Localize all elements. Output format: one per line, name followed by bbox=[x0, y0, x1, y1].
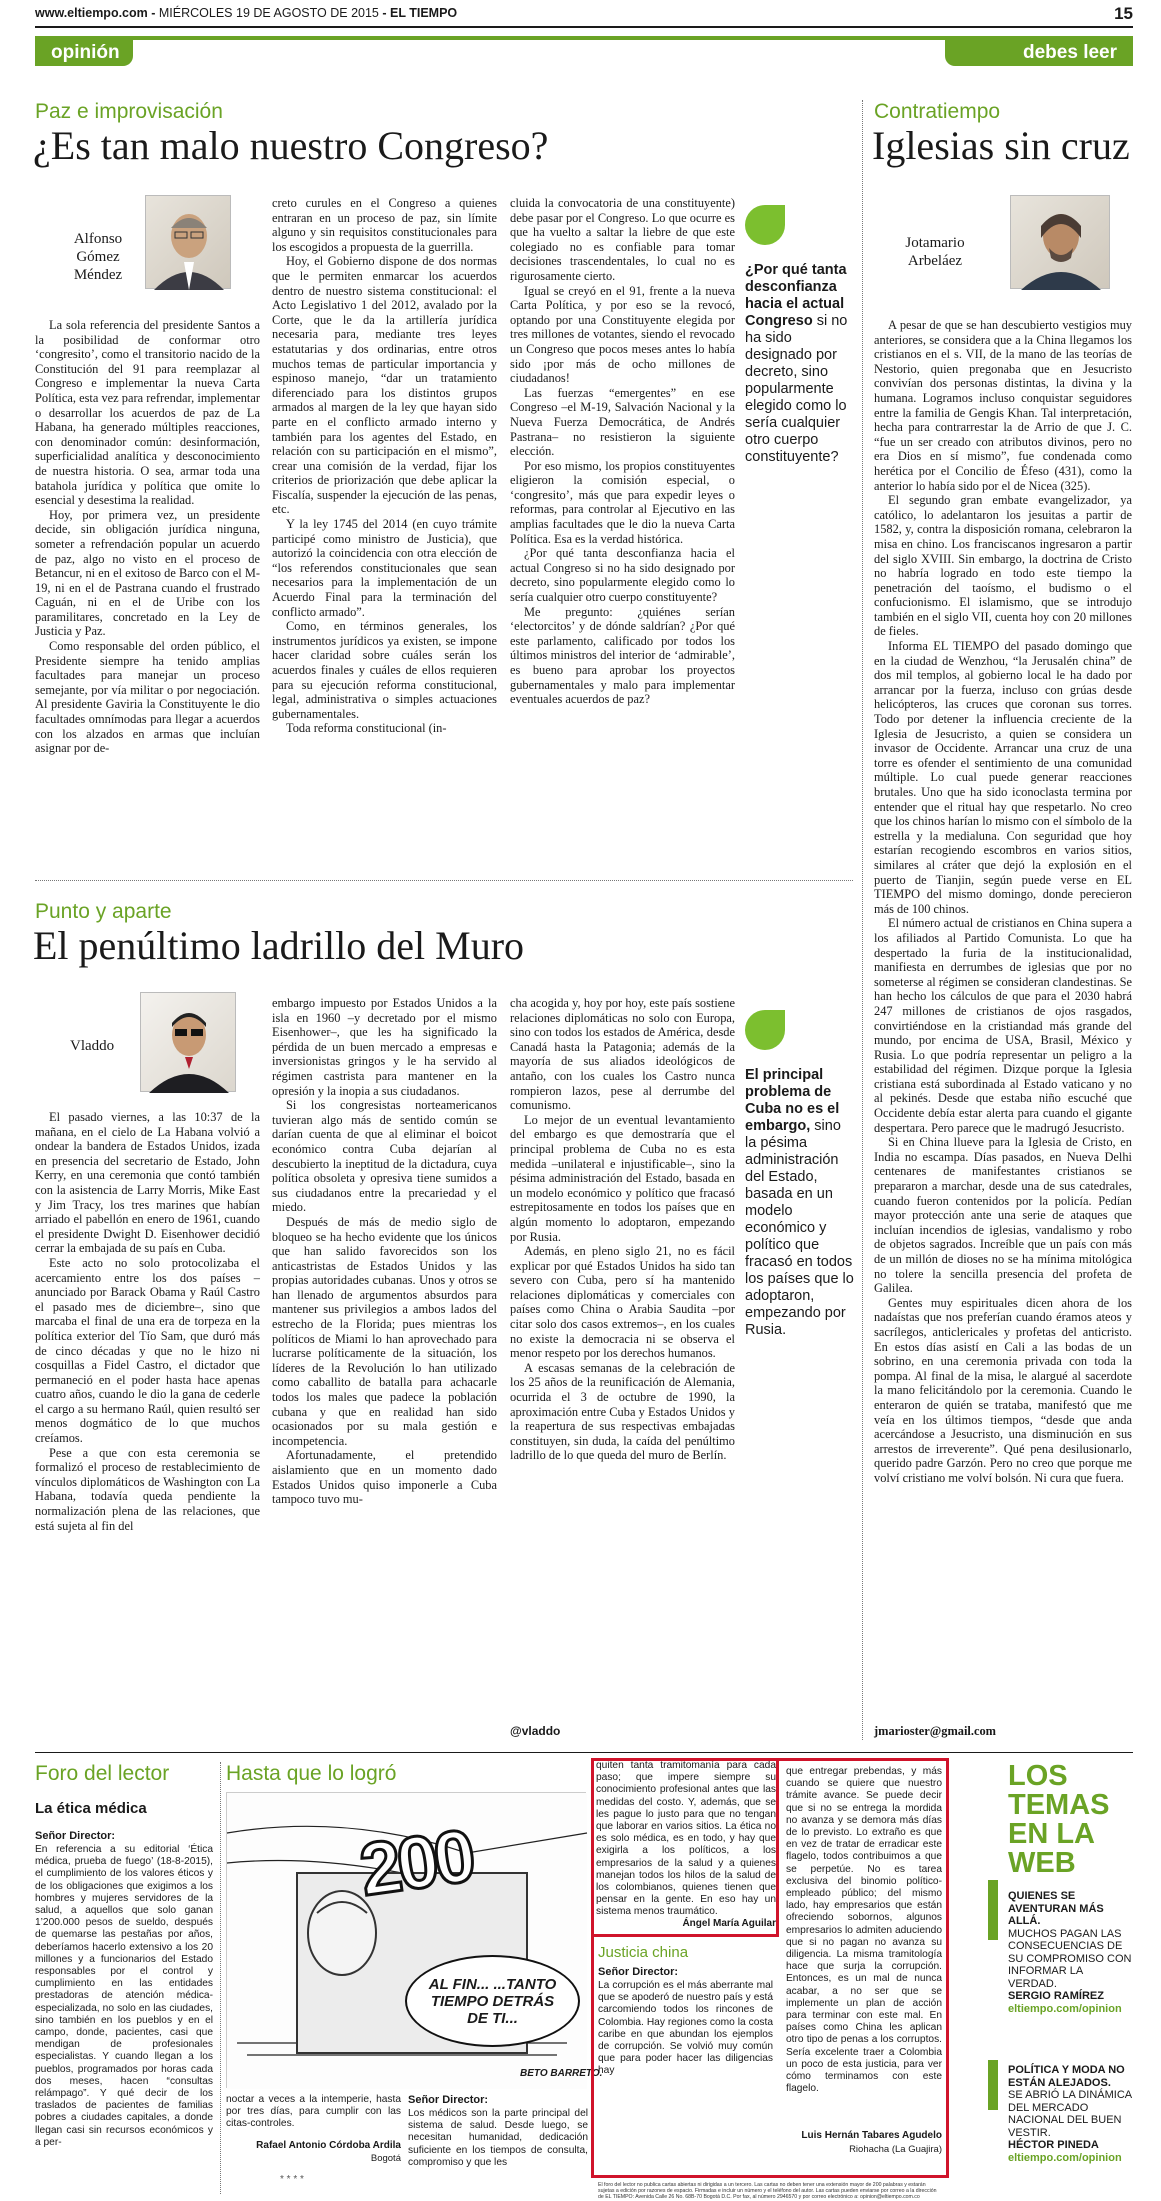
site-url[interactable]: www.eltiempo.com bbox=[35, 6, 148, 20]
article2-kicker: Contratiempo bbox=[874, 100, 1001, 123]
foro-heading: Foro del lector bbox=[35, 1762, 170, 1785]
letter1-body: En referencia a su editorial ‘Ética médica, prueba de fuego’ (18-8-2015), el cumplimiento de los valores éticos y de los obligaciones que exigimos a los hombres y mujeres servidores de la salud, a aquellos que solo ganan 1’200.000 pesos de sueldo, después de quemarse las pestañas por años, deberíamos hacerlo extensivo a los 20 millones y a funcionarios del Estado responsables por el control y cumplimiento en las entidades prestadoras de atención médica-especializada, no solo en las ciudades, sino también en los pueblos y en el campo, donde, pacientes, casi que mendigan de profesionales especialistas. Y cuando llegan a los pueblos, programados por horas cada dos meses, hacen “consultas relámpago”. Y qué decir de los traslados de pacientes de familias pobres a ciudades capitales, a donde llegan casi sin recursos económicos y a per- bbox=[35, 1844, 213, 2148]
header-rule bbox=[35, 26, 1133, 28]
letter3-continued: que entregar prebendas, y más cuando se quiere que nuestro trámite avance. Se puede decir que si no se entrega la mordida no avanza y se demora más días de lo previsto. Lo extraño es que en vez de tratar de erradicar este flagelo, todos contribuimos a que se perpetúe. No es tarea exclusiva del binomio político-empleado público; del mismo lado, hay empresarios que están ofreciendo sobornos, algunos empresarios lo admiten aduciendo que si no pagan no avanza su diligencia. La misma tramitología hace que surja la corrupción. Entonces, es un mal de nunca acabar, a no ser que se implemente un plan de acción para terminar con este mal. En países como China les aplican otro tipo de penas a los corruptos. Sería excelente traer a Colombia un poco de esta justicia, para ver cómo terminamos con este flagelo. bbox=[786, 1766, 942, 2095]
letter2-signer: Ángel María Aguilar bbox=[682, 1918, 776, 1929]
separator-stars: * * * * bbox=[280, 2174, 304, 2185]
article3-title: El penúltimo ladrillo del Muro bbox=[33, 923, 525, 968]
divider bbox=[862, 100, 863, 1740]
divider bbox=[220, 1762, 221, 2194]
letter3-city: Riohacha (La Guajira) bbox=[849, 2144, 942, 2155]
letter3-signer: Luis Hernán Tabares Agudelo bbox=[801, 2130, 942, 2141]
page-number: 15 bbox=[1114, 4, 1133, 23]
divider bbox=[35, 880, 853, 881]
letter3-title: Justicia china bbox=[598, 1944, 689, 1961]
article1-kicker: Paz e improvisación bbox=[35, 100, 223, 123]
web-accent-bar bbox=[988, 1880, 998, 1940]
cartoon-title: Hasta que lo logró bbox=[226, 1762, 397, 1785]
quote-icon bbox=[745, 1010, 785, 1050]
article1-title: ¿Es tan malo nuestro Congreso? bbox=[33, 123, 549, 168]
issue-date: MIÉRCOLES 19 DE AGOSTO DE 2015 bbox=[158, 6, 379, 20]
highlight-box-divider bbox=[776, 1758, 779, 1937]
web-item-2[interactable]: POLÍTICA Y MODA NO ESTÁN ALEJADOS. SE ABRIÓ LA DINÁMICA DEL MERCADO NACIONAL DEL BUEN VESTIR. HÉCTOR PINEDA eltiempo.com/opinion bbox=[1008, 2064, 1132, 2164]
article2-author: Jotamario Arbeláez bbox=[905, 235, 965, 269]
article1-pullquote: ¿Por qué tanta desconfianza hacia el actual Congreso si no ha sido designado por decreto, sino popularmente elegido como lo sería cualquier otro cuerpo constituyente? bbox=[745, 262, 848, 465]
letter1-title: La ética médica bbox=[35, 1800, 147, 1817]
cartoon-artist: BETO BARRETO. bbox=[520, 2068, 603, 2079]
article1-author: Alfonso Gómez Méndez bbox=[73, 231, 123, 283]
article1-col3: cluida la convocatoria de una constituyente) debe pasar por el Congreso. Lo que ocurre es que ha vuelto a saltar la liebre de que este colegiado no es confiable para tomar decisiones trascendentales, lo cual no es rigurosamente cierto. Igual se creyó en el 91, frente a la nueva Carta Política, y por eso se la revocó, optando por una Constituyente elegida por tres millones de votantes, siendo el revocado un Congreso que pocos meses antes lo había sido ¡por más de ocho millones de ciudadanos! Las fuerzas “emergentes” en ese Congreso –el M-19, Salvación Nacional y la Nueva Fuerza Democrática, de Andrés Pastrana– no resistieron la siguiente elección. Por eso mismo, los propios constituyentes eligieron la comisión especial, o ‘congresito’, más que para expedir leyes o reformas, para controlar al Ejecutivo en las amplias facultades que le dio la nueva Carta Política. Esa es la verdad histórica. ¿Por qué tanta desconfianza hacia el actual Congreso si no ha sido designado por decreto, sino popularmente elegido como lo sería cualquier otro cuerpo constituyente? Me pregunto: ¿quiénes serían ‘electorcitos’ y de dónde saldrían? ¿Por qué este parlamento, calificado por todos los últimos ministros del interior de ‘admirable’, es bueno para aprobar los proyectos gubernamentales y malo para implementar eventuales acuerdos de paz? bbox=[510, 196, 735, 707]
article3-kicker: Punto y aparte bbox=[35, 900, 172, 923]
highlight-box-divider bbox=[591, 1934, 778, 1937]
letter3-salutation: Señor Director: bbox=[598, 1966, 679, 1978]
web-item-link[interactable]: eltiempo.com/opinion bbox=[1008, 2151, 1122, 2164]
web-accent-bar bbox=[988, 2060, 998, 2110]
cartoon-speech-bubble: AL FIN... ...TANTO TIEMPO DETRÁS DE TI... bbox=[405, 1955, 580, 2047]
author-photo-arbelaez bbox=[1010, 195, 1110, 289]
letter2-body: Los médicos son la parte principal del sistema de salud. Desde luego, se necesitan humanidad, dedicación suficiente en los tiempos de consulta, compromiso y que les bbox=[408, 2108, 588, 2168]
quote-icon bbox=[745, 205, 785, 245]
section-tab-opinion: opinión bbox=[35, 40, 133, 66]
web-item-link[interactable]: eltiempo.com/opinion bbox=[1008, 2002, 1122, 2015]
article2-body: A pesar de que se han descubierto vestigios muy anteriores, se considera que a la China llegamos los cristianos en el s. VII, de la mano de las teorías de Nestorio, quien pregonaba que en Jesucristo convivían dos personas distintas, la divina y la humana. Logramos incluso conquistar seguidores entre la familia de Gengis Khan. Tal interpretación, hecha para contrarrestar la de Arrio de que J. C. “fue un ser creado con atributos divinos, pero no era Dios en sí mismo”, fue condenada como herética por el Concilio de Éfeso (431), como la anterior lo había sido por el de Nicea (325). El segundo gran embate evangelizador, ya católico, lo adelantaron los jesuitas a partir de 1582, y, contra la disposición romana, celebraron la misa en chino. Los franciscanos ingresaron a partir del siglo XVIII. Sin embargo, la doctrina de Cristo no habría logrado en todo este tiempo la penetración del taoísmo, el budismo o el confucionismo. El islamismo, que se introdujo también en el siglo VII, cuenta hoy con 20 millones de fieles. Informa EL TIEMPO del pasado domingo que en la ciudad de Wenzhou, “la Jerusalén china” de dos mil templos, al gobierno local le ha dado por arrancar por la fuerza, incluso con grúas desde helicópteros, las cruces que coronan sus torres. Todo por detener la influencia creciente de la Iglesia de Jesucristo, a quien se considera un invasor de Occidente. Arrancar una cruz de una torre es ofender el sentimiento de una comunidad múltiple. Lo cual puede generar reacciones brutales. Uno que ha sido iconoclasta termina por entender que el ritual hay que respetarlo. No creo que los chinos harían lo mismo con el símbolo de la estrella y la medialuna. Con seguridad que hoy estarían recogiendo escombros en varios sitios, similares al cráter que dejó la explosión en el puerto de Tianjin, según puede verse en EL TIEMPO del mismo domingo, donde perecieron más de 100 chinos. El número actual de cristianos en China supera a los afiliados al Partido Comunista. Lo que ha despertado la furia de la institucionalidad, manifiesta en derrumbes de iglesias que por no someterse al régimen se consideran clandestinas. Se han hecho los cálculos de que para el 2030 habrá 247 millones de cristianos de ojos rasgados, convirtiéndose en la cristiandad más grande del mundo, por encima de USA, Brasil, México y Rusia. Lo que podría representar un peligro a la estabilidad del régimen. Dizque porque la Iglesia cristiana está subordinada al Estado vaticano y no al pekinés. Desde que estaba niño escuché que Occidente debía estar alerta para cuando el gigante despertara. Pero parece que le madrugó Jesucristo. Si en China llueve para la Iglesia de Cristo, en India no escampa. Días pasados, en Nueva Delhi centenares de manifestantes cristianos se prepararon a marchar, desde una de sus catedrales, cuando fueron contenidos por la policía. Pedían mayor protección ante una serie de ataques que incluían incendios de iglesias, vandalismo y robo de objetos sagrados. Increíble que un país con más de un millón de dioses no se ha mínima mitológica no tolere la sencilla presencia del profeta de Galilea. Gentes muy espirituales dicen ahora de los nadaístas que nos preferían cuando éramos ateos y sacrílegos, anticlericales y profetas del anticristo. En estos días asistí en Cali a las bodas de un sobrino, en una ceremonia privada con toda la pompa. Al final de la misa, le alargué al sacerdote la mano felicitándolo por la ceremonia. Cuando le enteraron de quién se trataba, manifestó que me veía en los últimos tiempos, “desde que anda acercándose a Jesucristo, una disminución en sus arrestos de irreverente”. Qué pena desilusionarlo, querido padre Garzón. Pero no creo que porque me volví cristiano me volví bolsón. Ni cura que fuera. bbox=[874, 318, 1132, 1485]
author-email[interactable]: jmarioster@gmail.com bbox=[874, 1724, 996, 1738]
foro-rule bbox=[35, 1752, 1133, 1753]
article3-col3: cha acogida y, hoy por hoy, este país sostiene relaciones diplomáticas no solo con Europa, sino con todos los estados de América, desde Canadá hasta la Patagonia; además de la mayoría de sus aliados ideológicos de antaño, con los cuales los Castro nunca rompieron lazos, pese al derrumbe del comunismo. Lo mejor de un eventual levantamiento del embargo es que demostraría que el principal problema de Cuba no es esta medida –unilateral e injustificable–, sino la pésima administración del Estado, basada en un modelo económico y político que fracasó estrepitosamente en todos los países que en algún momento lo adoptaron, empezando por Rusia. Además, en pleno siglo 21, no es fácil explicar por qué Estados Unidos ha sido tan severo con Cuba, pero sí ha mantenido relaciones diplomáticas y comerciales con países como China o Arabia Saudita –por citar solo dos casos extremos–, en los cuales no existe la democracia ni se observa el menor respeto por los derechos humanos. A escasas semanas de la celebración de los 25 años de la reunificación de Alemania, ocurrida el 3 de octubre de 1990, la aproximación entre Cuba y Estados Unidos y la reapertura de sus respectivas embajadas constituyen, sin duda, la caída del penúltimo ladrillo de lo que queda del muro de Berlín. bbox=[510, 996, 735, 1463]
web-item-1[interactable]: QUIENES SE AVENTURAN MÁS ALLÁ. MUCHOS PAGAN LAS CONSECUENCIAS DE SU COMPROMISO CON INFORMAR LA VERDAD. SERGIO RAMÍREZ eltiempo.com/opinion bbox=[1008, 1890, 1132, 2015]
letter3-body: La corrupción es el más aberrante mal que se apoderó de nuestro país y está carcomiendo todos los rincones de Colombia. Hay regiones como la costa caribe en que abundan los ejemplos de corrupción. Se volvió muy común que para poder hacer las diligencias hay bbox=[598, 1980, 773, 2077]
paper-name: EL TIEMPO bbox=[390, 6, 458, 20]
article3-col1: El pasado viernes, a las 10:37 de la mañana, en el cielo de La Habana volvió a ondear la bandera de Estados Unidos, izada en presencia del secretario de Estado, John Kerry, en una ceremonia que contó también con la asistencia de Larry Morris, Mike East y Jim Tracy, los tres marines que habían arriado el pabellón en enero de 1961, cuando el presidente Dwight D. Eisenhower decidió cerrar la embajada de su país en Cuba. Este acto no solo protocolizaba el acercamiento entre los dos países –anunciado por Barack Obama y Raúl Castro el pasado mes de diciembre–, sino que marcaba el final de una era de torpeza en la política exterior del Tío Sam, que duró más de cinco décadas y que no le hizo ni cosquillas a Fidel Castro, el dictador que permaneció en el poder hasta hace apenas cuatro años, cuando le dio la gana de cederle el cargo a su hermano Raúl, quien resultó ser menos dogmático de lo que muchos creíamos. Pese a que con esta ceremonia se formalizó el proceso de restablecimiento de vínculos diplomáticos de Washington con La Habana, todavía queda pendiente la normalización plena de las relaciones, que está sujeta al fin del bbox=[35, 1110, 260, 1533]
article1-col1: La sola referencia del presidente Santos a la posibilidad de conformar otro ‘congresito’, como el transitorio nacido de la Constitución del 91 para reemplazar al Congreso e implementar la nueva Carta Política, esta vez para refrendar, implementar o desarrollar los acuerdos de paz de La Habana, ha generado múltiples reacciones, con denominador común: desinformación, superficialidad analítica y desconocimiento de nuestra historia. O sea, armar toda una batahola jurídica y política que omite lo esencial y desestima la realidad. Hoy, por primera vez, un presidente decide, sin obligación jurídica ninguna, someter a refrendación popular un acuerdo de paz, algo no visto en el proceso de Betancur, ni en el exitoso de Barco con el M-19, ni en el de Pastrana cuando el frustrado Caguán, ni en el de Uribe con los paramilitares, concretado en la Ley de Justicia y Paz. Como responsable del orden público, el Presidente siempre ha tenido amplias facultades para manejar un proceso semejante, por vía militar o por negociación. Al presidente Gaviria la Constituyente le dio facultades omnímodas para llegar a acuerdos con los alzados en armas que incluían asignar por de- bbox=[35, 318, 260, 756]
article3-signature[interactable]: @vladdo bbox=[510, 1724, 561, 1738]
letter1-signer: Rafael Antonio Córdoba Ardila bbox=[256, 2140, 401, 2151]
letter1-city: Bogotá bbox=[370, 2153, 401, 2164]
section-tab-debes-leer: debes leer bbox=[945, 40, 1133, 66]
article1-col2: creto curules en el Congreso a quienes entraran en un proceso de paz, sin límite alguno y sin requisitos constitucionales para los escogidos a propuesta de la guerrilla. Hoy, el Gobierno dispone de dos normas que le permiten enmarcar los acuerdos dentro de nuestro sistema constitucional: el Acto Legislativo 1 del 2012, avalado por la Corte, que le da la artillería jurídica necesaria para, mediante tres leyes estatutarias y dos ordinarias, entre otros muchos temas de particular importancia y espinoso manejo, “dar un tratamiento diferenciado para los distintos grupos armados al margen de la ley que hayan sido parte en el conflicto armado interno y también para los agentes del Estado, en relación con su participación en el mismo”, crear una comisión de la verdad, fijar los criterios de priorización que debe aplicar la Fiscalía, suspender la ejecución de las penas, etc. Y la ley 1745 del 2014 (en cuyo trámite participé como ministro de Justicia), que autorizó la coincidencia con otra elección de “los referendos constitucionales que sean necesarios para la implementación de un Acuerdo Final para la terminación del conflicto armado”. Como, en términos generales, los instrumentos jurídicos ya existen, se impone hacer claridad sobre cuáles serán los acuerdos finales y cuáles de ellos requieren para su ejecución reforma constitucional, legal, administrativa o simples actuaciones gubernamentales. Toda reforma constitucional (in- bbox=[272, 196, 497, 736]
page-header: www.eltiempo.com - MIÉRCOLES 19 DE AGOSTO DE 2015 - EL TIEMPO 15 bbox=[35, 4, 1133, 23]
article3-col2: embargo impuesto por Estados Unidos a la isla en 1960 –y decretado por el mismo Eisenhower–, que les ha significado la pérdida de un buen mercado a empresas e inversionistas gringos y le ha servido al régimen castrista para mantener en la opresión y la inopia a sus ciudadanos. Si los congresistas norteamericanos tuvieran algo más de sentido común se darían cuenta de que al eliminar el boicot económico contra Cuba dejarían al descubierto la ineptitud de la dictadura, cuya política obsoleta y opresiva tiene sumidos a sus ciudadanos entre la precariedad y el miedo. Después de más de medio siglo de bloqueo se ha hecho evidente que los únicos que han salido favorecidos son los anticastristas de Estados Unidos y las propias autoridades cubanas. Unos y otros se han llenado de argumentos absurdos para mantener sus privilegios a ambos lados del estrecho de la Florida; pues mientras los políticos de Miami lo han aprovechado para lucrarse políticamente de la situación, los líderes de la Revolución lo han utilizado como caballito de batalla para achacarle todos los males que padece la población cubana y que en realidad han sido ocasionados por su mala gestión e incompetencia. Afortunadamente, el pretendido aislamiento que en un momento dado Estados Unidos quiso imponerle a Cuba tampoco tuvo mu- bbox=[272, 996, 497, 1507]
letter2-salutation: Señor Director: bbox=[408, 2094, 489, 2106]
article2-title: Iglesias sin cruz bbox=[872, 123, 1130, 168]
letter1-salutation: Señor Director: bbox=[35, 1830, 116, 1842]
web-heading: LOS TEMAS EN LA WEB bbox=[1008, 1760, 1110, 1879]
letter1-continued: noctar a veces a la intemperie, hasta por tres días, para cumplir con las citas-controles. bbox=[226, 2094, 401, 2130]
letter2-continued: quiten tanta tramitomanía para cada paso; que impere siempre su conocimiento profesional antes que las medidas del costo. Y, además, que se les pague lo justo para que no tengan que laborar en varios sitios. La ética no es solo médica, es en todo, y hay que exigirla a los políticos, a los empresarios de la salud y a quienes manejan todos los hilos de la salud de los colombianos, quienes tienen que pensar en la gente. En eso hay un sistema menos traumático. bbox=[596, 1760, 776, 1918]
article3-pullquote: El principal problema de Cuba no es el embargo, sino la pésima administración del Estado, basada en un modelo económico y político que fracasó en todos los países que lo adoptaron, empezando por Rusia. bbox=[745, 1067, 854, 1338]
cartoon-number: 200 bbox=[354, 1813, 477, 1912]
foro-disclaimer: El foro del lector no publica cartas abiertas ni dirigidas a un tercero. Las cartas no deben tener una extensión mayor de 200 palabras y estarán sujetas a edición por razones de espacio. Firmadas e incluir un número y el teléfono del autor. Las cartas pueden enviarse por correo a la dirección de EL TIEMPO: Avenida Calle 26 No. 68B-70 Bogotá D.C. Por fax, al número 2946570 y por correo electrónico a: opinion@eltiempo.com.co bbox=[598, 2182, 937, 2200]
article3-author: Vladdo bbox=[70, 1038, 115, 1054]
author-photo-vladdo bbox=[140, 992, 236, 1092]
author-photo-gomez bbox=[145, 195, 231, 289]
